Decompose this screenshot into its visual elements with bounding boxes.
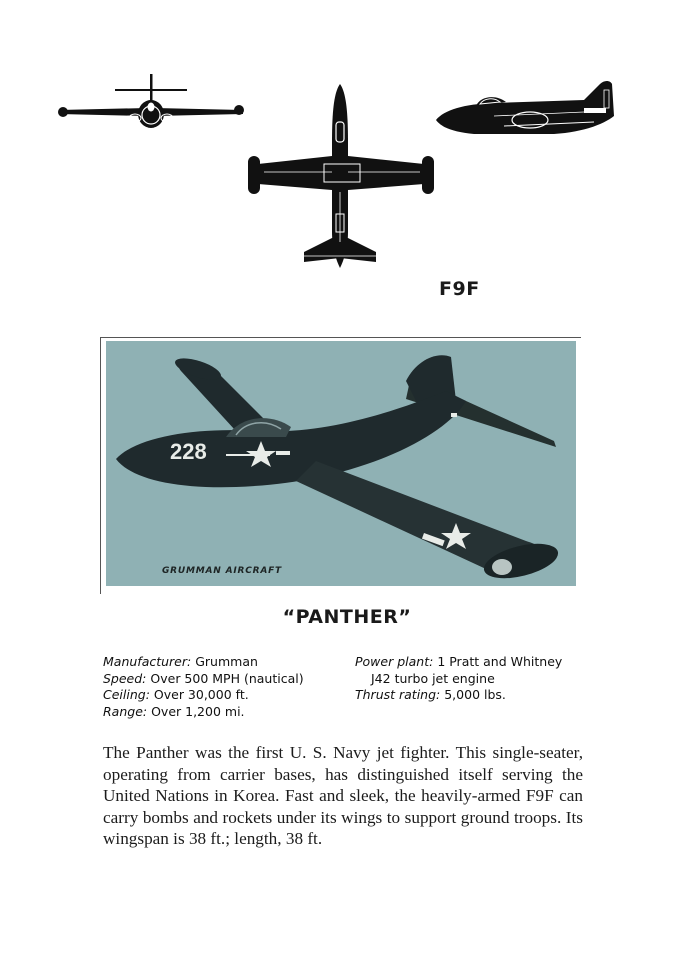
spec-value: 5,000 lbs. xyxy=(444,687,506,702)
spec-value: J42 turbo jet engine xyxy=(371,670,495,686)
front-view-silhouette xyxy=(55,72,247,134)
spec-thrust-rating xyxy=(355,687,562,704)
spec-label: Manufacturer: xyxy=(103,654,192,669)
spec-value: Over 1,200 mi. xyxy=(151,703,245,719)
specs-right xyxy=(355,654,562,704)
spec-power-plant-continued xyxy=(355,671,562,688)
specs-left xyxy=(103,654,304,720)
aircraft-designation: F9F xyxy=(439,278,480,300)
aircraft-photo xyxy=(106,341,576,586)
spec-label: Speed: xyxy=(103,670,147,686)
spec-value: Over 30,000 ft. xyxy=(153,687,249,702)
spec-label: Ceiling: xyxy=(103,687,150,702)
description-paragraph: The Panther was the first U. S. Navy jet fighter. This single-seater, operating from carrier bases, has distinguished itself serving the United Nations in Korea. Fast and sleek, the heavily-armed F9F can carry bombs and rockets under its wings to support ground troops. Its wingspan is 38 ft.; length, 38 ft. xyxy=(103,743,583,848)
aircraft-name: “PANTHER” xyxy=(282,606,412,628)
spec-range xyxy=(103,704,304,721)
spec-label: Thrust rating: xyxy=(355,687,441,702)
spec-value: Grumman xyxy=(195,654,258,669)
spec-speed xyxy=(103,671,304,688)
fuselage-number: 228 xyxy=(170,439,207,464)
top-view-silhouette xyxy=(244,82,440,272)
photo-credit: GRUMMAN AIRCRAFT xyxy=(162,566,282,576)
spec-value: 1 Pratt and Whitney xyxy=(437,654,563,669)
side-view-silhouette xyxy=(434,76,616,138)
spec-label: Power plant: xyxy=(355,654,434,669)
spec-ceiling xyxy=(103,687,304,704)
spec-label: Range: xyxy=(103,703,148,719)
spec-manufacturer xyxy=(103,654,304,671)
spec-power-plant xyxy=(355,654,562,671)
spec-value: Over 500 MPH (nautical) xyxy=(150,670,304,686)
